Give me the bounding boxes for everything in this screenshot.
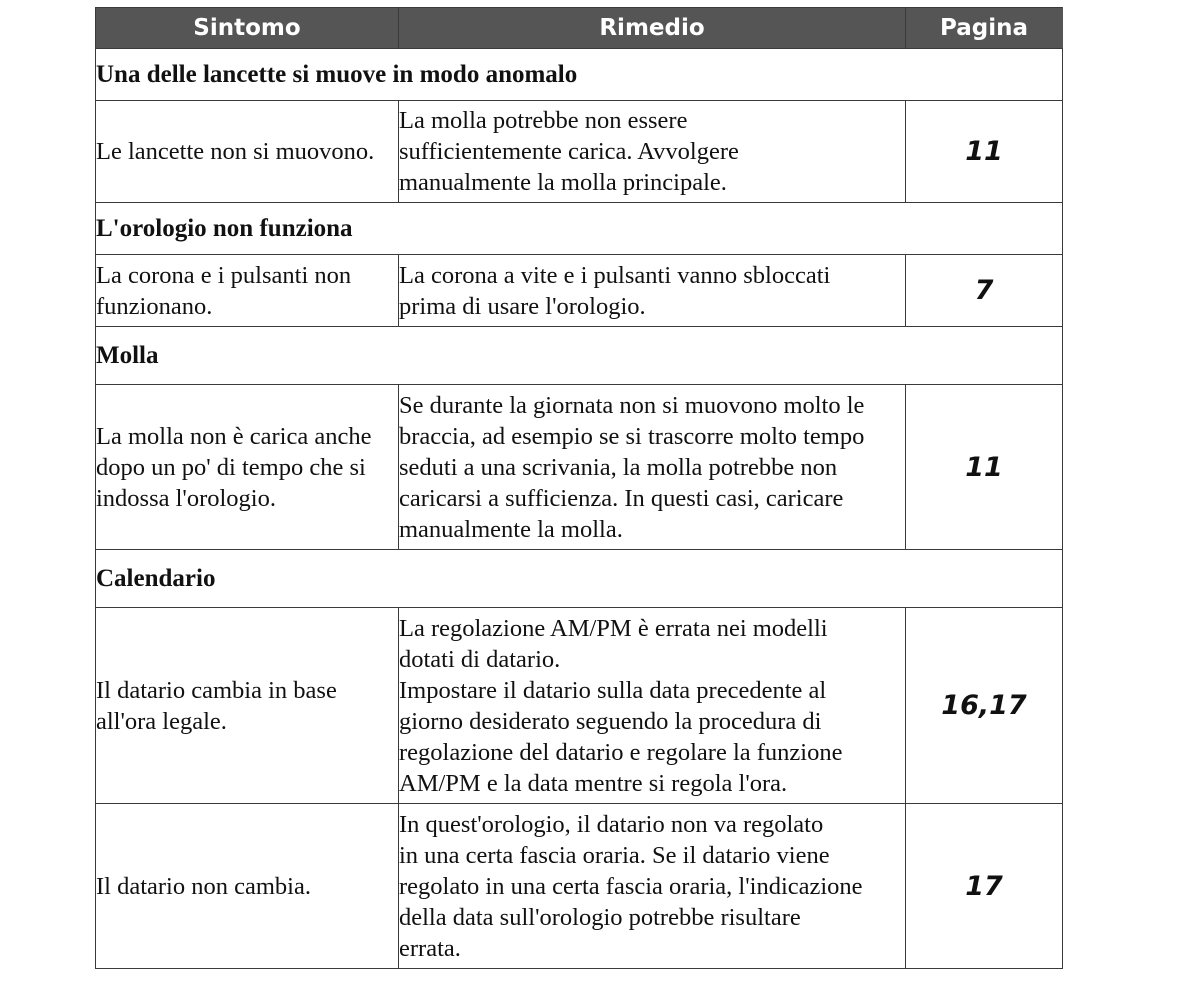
remedy-line: seduti a una scrivania, la molla potrebbe non [399,453,838,481]
remedy-line: In quest'orologio, il datario non va regolato [399,810,824,838]
remedy-line: dotati di datario. [399,645,561,673]
header-symptom: Sintomo [96,8,399,49]
section-title: Calendario [96,550,1063,608]
symptom-cell [96,101,399,203]
header-row [96,8,1063,49]
table-row [96,101,1063,203]
table-row [96,608,1063,804]
symptom-cell [96,385,399,550]
remedy-cell [399,255,906,327]
page-ref: 11 [906,101,1063,203]
remedy-line: braccia, ad esempio se si trascorre molto tempo [399,422,865,450]
remedy-line: Se durante la giornata non si muovono molto le [399,391,865,419]
table-row [96,255,1063,327]
remedy-cell [399,804,906,969]
remedy-line: La molla potrebbe non essere [399,107,688,134]
section-row [96,550,1063,608]
section-row [96,49,1063,101]
remedy-line: manualmente la molla. [399,515,623,543]
remedy-line: in una certa fascia oraria. Se il datario viene [399,841,830,869]
symptom-line: Il datario cambia in base [96,676,337,704]
remedy-line: Impostare il datario sulla data precedente al [399,676,827,704]
table-row [96,385,1063,550]
remedy-line: errata. [399,934,461,962]
symptom-line: Le lancette non si muovono. [96,138,375,165]
section-title: L'orologio non funziona [96,203,1063,255]
symptom-cell [96,608,399,804]
remedy-line: regolato in una certa fascia oraria, l'indicazione [399,872,863,900]
troubleshooting-table [95,7,1063,969]
remedy-line: prima di usare l'orologio. [399,292,646,320]
symptom-line: La molla non è carica anche [96,422,372,450]
remedy-line: La regolazione AM/PM è errata nei modelli [399,614,828,642]
remedy-line: regolazione del datario e regolare la funzione [399,738,843,766]
remedy-line: giorno desiderato seguendo la procedura di [399,707,822,735]
remedy-cell [399,101,906,203]
remedy-line: della data sull'orologio potrebbe risultare [399,903,801,931]
symptom-cell [96,255,399,327]
symptom-line: La corona e i pulsanti non [96,261,352,289]
symptom-line: all'ora legale. [96,707,227,735]
header-remedy: Rimedio [399,8,906,49]
symptom-line: funzionano. [96,292,213,320]
remedy-line: La corona a vite e i pulsanti vanno sbloccati [399,261,831,289]
page-ref: 7 [906,255,1063,327]
remedy-line: manualmente la molla principale. [399,169,727,196]
page-ref: 11 [906,385,1063,550]
remedy-cell [399,608,906,804]
section-title: Una delle lancette si muove in modo anomalo [96,49,1063,101]
header-page: Pagina [906,8,1063,49]
symptom-line: indossa l'orologio. [96,484,276,512]
remedy-line: caricarsi a sufficienza. In questi casi, caricare [399,484,844,512]
symptom-line: Il datario non cambia. [96,872,311,900]
section-row [96,203,1063,255]
section-title: Molla [96,327,1063,385]
remedy-cell [399,385,906,550]
remedy-line: AM/PM e la data mentre si regola l'ora. [399,769,788,797]
table-row [96,804,1063,969]
symptom-cell [96,804,399,969]
remedy-line: sufficientemente carica. Avvolgere [399,138,739,165]
page-ref: 17 [906,804,1063,969]
symptom-line: dopo un po' di tempo che si [96,453,366,481]
table-header [96,8,1063,49]
section-row [96,327,1063,385]
page-ref: 16,17 [906,608,1063,804]
